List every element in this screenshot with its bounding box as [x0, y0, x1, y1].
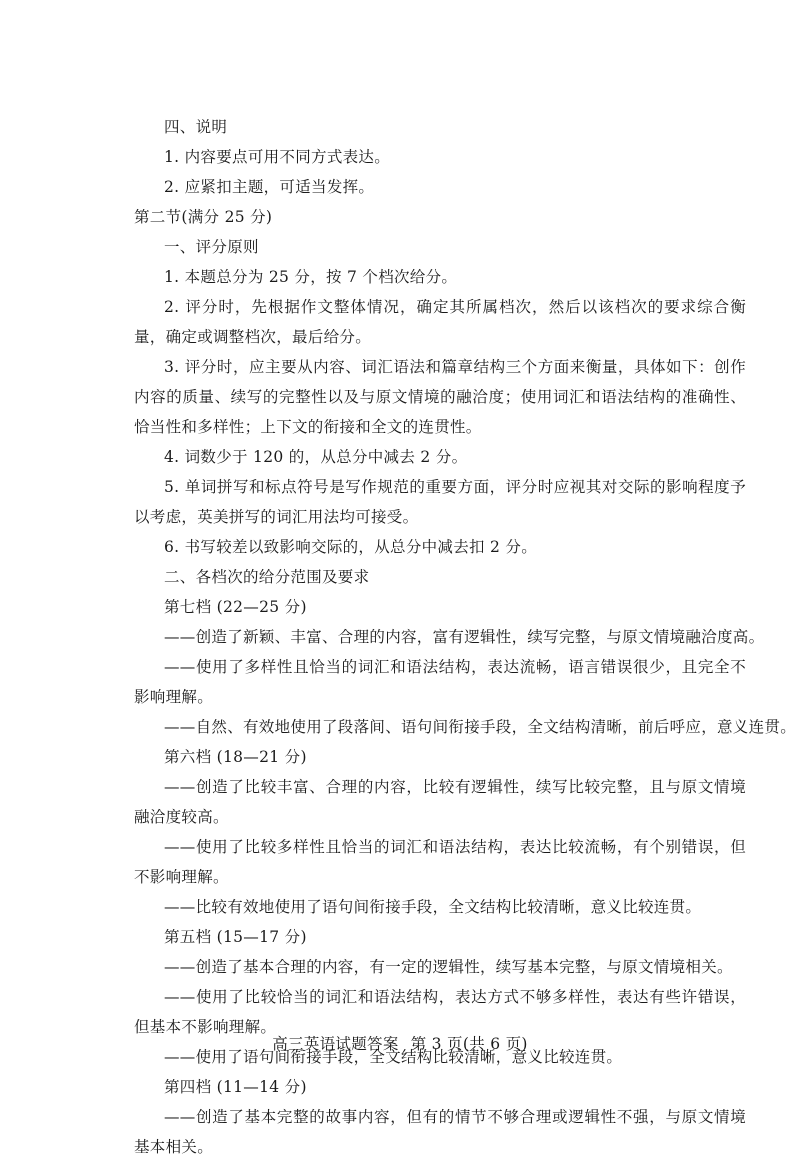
section-four-heading: 四、说明	[164, 118, 228, 136]
scoring-principles-heading: 一、评分原则	[164, 238, 259, 256]
level-seven-item-2: ——使用了多样性且恰当的词汇和语法结构，表达流畅，语言错误很少，且完全不影响理解。	[134, 658, 746, 706]
footer-doc-title: 高三英语试题答案	[272, 1035, 399, 1053]
level-seven-title: 第七档 (22—25 分)	[164, 598, 307, 616]
level-six-item-2: ——使用了比较多样性且恰当的词汇和语法结构，表达比较流畅，有个别错误，但不影响理解。	[134, 838, 746, 886]
note-item-2: 2. 应紧扣主题，可适当发挥。	[164, 178, 375, 196]
level-five-item-3: ——使用了语句间衔接手段，全文结构比较清晰，意义比较连贯。	[164, 1048, 623, 1066]
level-six-title: 第六档 (18—21 分)	[164, 748, 307, 766]
level-seven-item-1: ——创造了新颖、丰富、合理的内容，富有逻辑性，续写完整，与原文情境融洽度高。	[164, 628, 765, 646]
page-content	[134, 112, 797, 1162]
footer-page-info: 第 3 页(共 6 页)	[410, 1035, 528, 1053]
level-five-title: 第五档 (15—17 分)	[164, 928, 307, 946]
principle-item-1: 1. 本题总分为 25 分，按 7 个档次给分。	[164, 268, 458, 286]
principle-item-2: 2. 评分时，先根据作文整体情况，确定其所属档次，然后以该档次的要求综合衡量，确定或调整档次，最后给分。	[134, 298, 746, 346]
level-six-item-3: ——比较有效地使用了语句间衔接手段，全文结构比较清晰，意义比较连贯。	[164, 898, 702, 916]
part-two-title: 第二节(满分 25 分)	[134, 208, 273, 226]
level-seven-item-3: ——自然、有效地使用了段落间、语句间衔接手段，全文结构清晰，前后呼应，意义连贯。	[164, 718, 797, 736]
level-five-item-1: ——创造了基本合理的内容，有一定的逻辑性，续写基本完整，与原文情境相关。	[164, 958, 733, 976]
principle-item-4: 4. 词数少于 120 的，从总分中减去 2 分。	[164, 448, 468, 466]
note-item-1: 1. 内容要点可用不同方式表达。	[164, 148, 391, 166]
page-footer	[0, 1032, 800, 1054]
level-four-title: 第四档 (11—14 分)	[164, 1078, 307, 1096]
level-five-item-2: ——使用了比较恰当的词汇和语法结构，表达方式不够多样性，表达有些许错误，但基本不影响理解。	[134, 988, 746, 1036]
principle-item-6: 6. 书写较差以致影响交际的，从总分中减去扣 2 分。	[164, 538, 538, 556]
level-six-item-1: ——创造了比较丰富、合理的内容，比较有逻辑性，续写比较完整，且与原文情境融洽度较高。	[134, 778, 746, 826]
levels-heading: 二、各档次的给分范围及要求	[164, 568, 370, 586]
level-four-item-1: ——创造了基本完整的故事内容，但有的情节不够合理或逻辑性不强，与原文情境基本相关。	[134, 1108, 746, 1156]
principle-item-5: 5. 单词拼写和标点符号是写作规范的重要方面，评分时应视其对交际的影响程度予以考虑，英美拼写的词汇用法均可接受。	[134, 478, 746, 526]
principle-item-3: 3. 评分时，应主要从内容、词汇语法和篇章结构三个方面来衡量，具体如下：创作内容的质量、续写的完整性以及与原文情境的融洽度；使用词汇和语法结构的准确性、恰当性和多样性；上下文的衔接和全文的连贯性。	[134, 358, 746, 436]
